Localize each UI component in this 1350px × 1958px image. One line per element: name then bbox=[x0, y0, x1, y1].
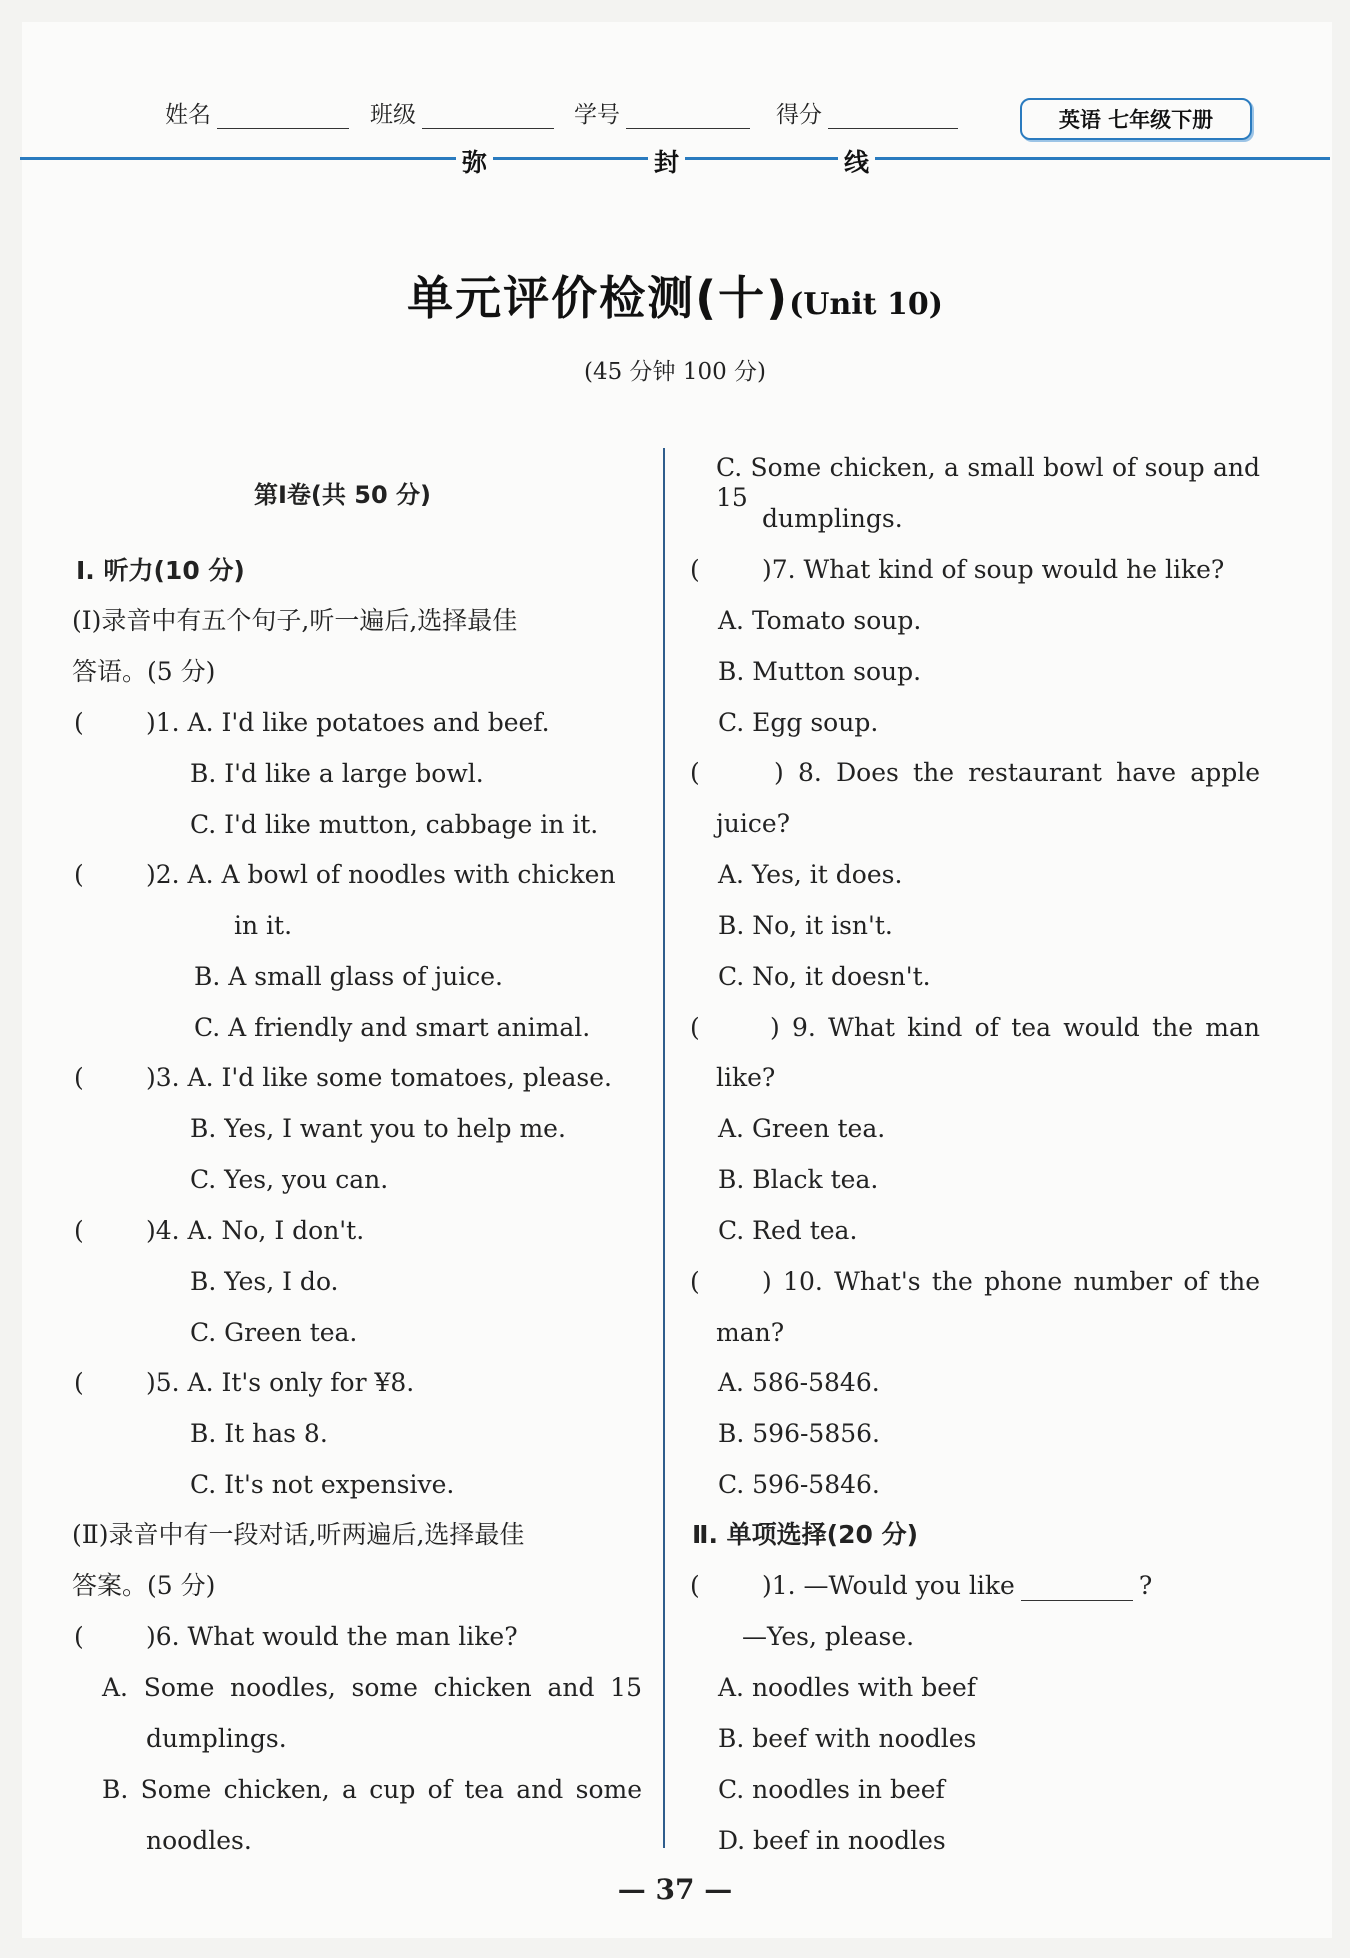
option-l6-a: A. Some noodles, some chicken and 15 bbox=[102, 1673, 642, 1702]
seal-char-mi: 弥 bbox=[456, 143, 493, 179]
option-l5-b: B. It has 8. bbox=[190, 1419, 328, 1448]
option-l3-c: C. Yes, you can. bbox=[190, 1165, 389, 1194]
page-title bbox=[0, 262, 1350, 328]
option-s2q1-c: C. noodles in beef bbox=[718, 1775, 945, 1804]
question-r8: ) 8. Does the restaurant have apple bbox=[774, 758, 1260, 787]
answer-paren-r8[interactable]: ( bbox=[690, 758, 700, 787]
part1-instruction: (Ⅰ)录音中有五个句子,听一遍后,选择最佳 bbox=[72, 606, 518, 635]
option-s2q1-b: B. beef with noodles bbox=[718, 1724, 977, 1753]
question-l6: )6. What would the man like? bbox=[146, 1622, 518, 1651]
title-main: 单元评价检测(十) bbox=[407, 271, 790, 325]
question-r9: ) 9. What kind of tea would the man bbox=[770, 1013, 1260, 1042]
subject-badge bbox=[1020, 98, 1252, 140]
option-r7-a: A. Tomato soup. bbox=[718, 606, 922, 635]
option-r6-c-cont: dumplings. bbox=[762, 504, 903, 533]
option-l2-a-cont: in it. bbox=[234, 911, 293, 940]
student-id-field[interactable] bbox=[574, 96, 750, 129]
option-r6-c: C. Some chicken, a small bowl of soup and 15 bbox=[716, 453, 1260, 512]
option-l2-c: C. A friendly and smart animal. bbox=[194, 1013, 591, 1042]
option-l1-c: C. I'd like mutton, cabbage in it. bbox=[190, 810, 599, 839]
question-r10: ) 10. What's the phone number of the bbox=[762, 1267, 1260, 1296]
answer-paren-l5[interactable]: ( bbox=[74, 1368, 84, 1397]
subject-label: 英语 七年级下册 bbox=[1058, 108, 1214, 132]
option-s2q1-a: A. noodles with beef bbox=[718, 1673, 977, 1702]
answer-paren-l6[interactable]: ( bbox=[74, 1622, 84, 1651]
volume-heading: 第Ⅰ卷(共 50 分) bbox=[254, 481, 431, 509]
question-s2q1: )1. —Would you like ? bbox=[762, 1571, 1153, 1600]
option-l6-a-cont: dumplings. bbox=[146, 1724, 287, 1753]
option-l6-b: B. Some chicken, a cup of tea and some bbox=[102, 1775, 642, 1804]
answer-paren-l3[interactable]: ( bbox=[74, 1063, 84, 1092]
option-r7-c: C. Egg soup. bbox=[718, 708, 879, 737]
class-field[interactable] bbox=[370, 96, 554, 129]
fill-blank[interactable] bbox=[1021, 1578, 1133, 1601]
question-l3: )3. A. I'd like some tomatoes, please. bbox=[146, 1063, 613, 1092]
seal-char-feng: 封 bbox=[648, 143, 685, 179]
column-divider bbox=[663, 448, 665, 1848]
option-r9-c: C. Red tea. bbox=[718, 1216, 858, 1245]
option-r8-c: C. No, it doesn't. bbox=[718, 962, 931, 991]
page-number: — 37 — bbox=[617, 1873, 733, 1906]
option-r8-b: B. No, it isn't. bbox=[718, 911, 893, 940]
section-listening-heading: Ⅰ. 听力(10 分) bbox=[76, 556, 245, 585]
answer-paren-l4[interactable]: ( bbox=[74, 1216, 84, 1245]
name-field[interactable] bbox=[165, 96, 349, 129]
question-l4: )4. A. No, I don't. bbox=[146, 1216, 365, 1245]
question-r10-cont: man? bbox=[716, 1318, 785, 1347]
option-l4-b: B. Yes, I do. bbox=[190, 1267, 339, 1296]
seal-char-xian: 线 bbox=[838, 143, 875, 179]
option-r10-b: B. 596-5856. bbox=[718, 1419, 880, 1448]
part1-instruction-2: 答语。(5 分) bbox=[72, 657, 216, 686]
answer-paren-s2q1[interactable]: ( bbox=[690, 1571, 700, 1600]
student-id-label: 学号 bbox=[574, 102, 620, 128]
question-r7: )7. What kind of soup would he like? bbox=[762, 555, 1225, 584]
option-l2-b: B. A small glass of juice. bbox=[194, 962, 503, 991]
score-label: 得分 bbox=[776, 102, 822, 128]
section-choice-heading: Ⅱ. 单项选择(20 分) bbox=[692, 1520, 919, 1549]
question-r9-cont: like? bbox=[716, 1063, 776, 1092]
question-l5: )5. A. It's only for ¥8. bbox=[146, 1368, 415, 1397]
option-r10-c: C. 596-5846. bbox=[718, 1470, 880, 1499]
option-s2q1-d: D. beef in noodles bbox=[718, 1826, 946, 1855]
option-l5-c: C. It's not expensive. bbox=[190, 1470, 455, 1499]
option-r10-a: A. 586-5846. bbox=[718, 1368, 880, 1397]
option-l1-b: B. I'd like a large bowl. bbox=[190, 759, 484, 788]
answer-paren-r9[interactable]: ( bbox=[690, 1013, 700, 1042]
answer-paren-r7[interactable]: ( bbox=[690, 555, 700, 584]
part2-instruction: (Ⅱ)录音中有一段对话,听两遍后,选择最佳 bbox=[72, 1520, 525, 1549]
option-l6-b-cont: noodles. bbox=[146, 1826, 252, 1855]
option-r9-b: B. Black tea. bbox=[718, 1165, 879, 1194]
option-r7-b: B. Mutton soup. bbox=[718, 657, 922, 686]
question-l2: )2. A. A bowl of noodles with chicken bbox=[146, 860, 616, 889]
name-label: 姓名 bbox=[165, 102, 211, 128]
option-l4-c: C. Green tea. bbox=[190, 1318, 358, 1347]
score-field[interactable] bbox=[776, 96, 958, 129]
exam-duration: (45 分钟 100 分) bbox=[583, 359, 767, 385]
question-l1: )1. A. I'd like potatoes and beef. bbox=[146, 708, 550, 737]
class-label: 班级 bbox=[370, 102, 416, 128]
answer-paren-r10[interactable]: ( bbox=[690, 1267, 700, 1296]
title-unit: (Unit 10) bbox=[789, 287, 943, 322]
reply-s2q1: —Yes, please. bbox=[742, 1622, 915, 1651]
part2-instruction-2: 答案。(5 分) bbox=[72, 1571, 216, 1600]
answer-paren-l2[interactable]: ( bbox=[74, 860, 84, 889]
option-l3-b: B. Yes, I want you to help me. bbox=[190, 1114, 566, 1143]
answer-paren-l1[interactable]: ( bbox=[74, 708, 84, 737]
option-r9-a: A. Green tea. bbox=[718, 1114, 886, 1143]
question-r8-cont: juice? bbox=[716, 809, 791, 838]
option-r8-a: A. Yes, it does. bbox=[718, 860, 903, 889]
